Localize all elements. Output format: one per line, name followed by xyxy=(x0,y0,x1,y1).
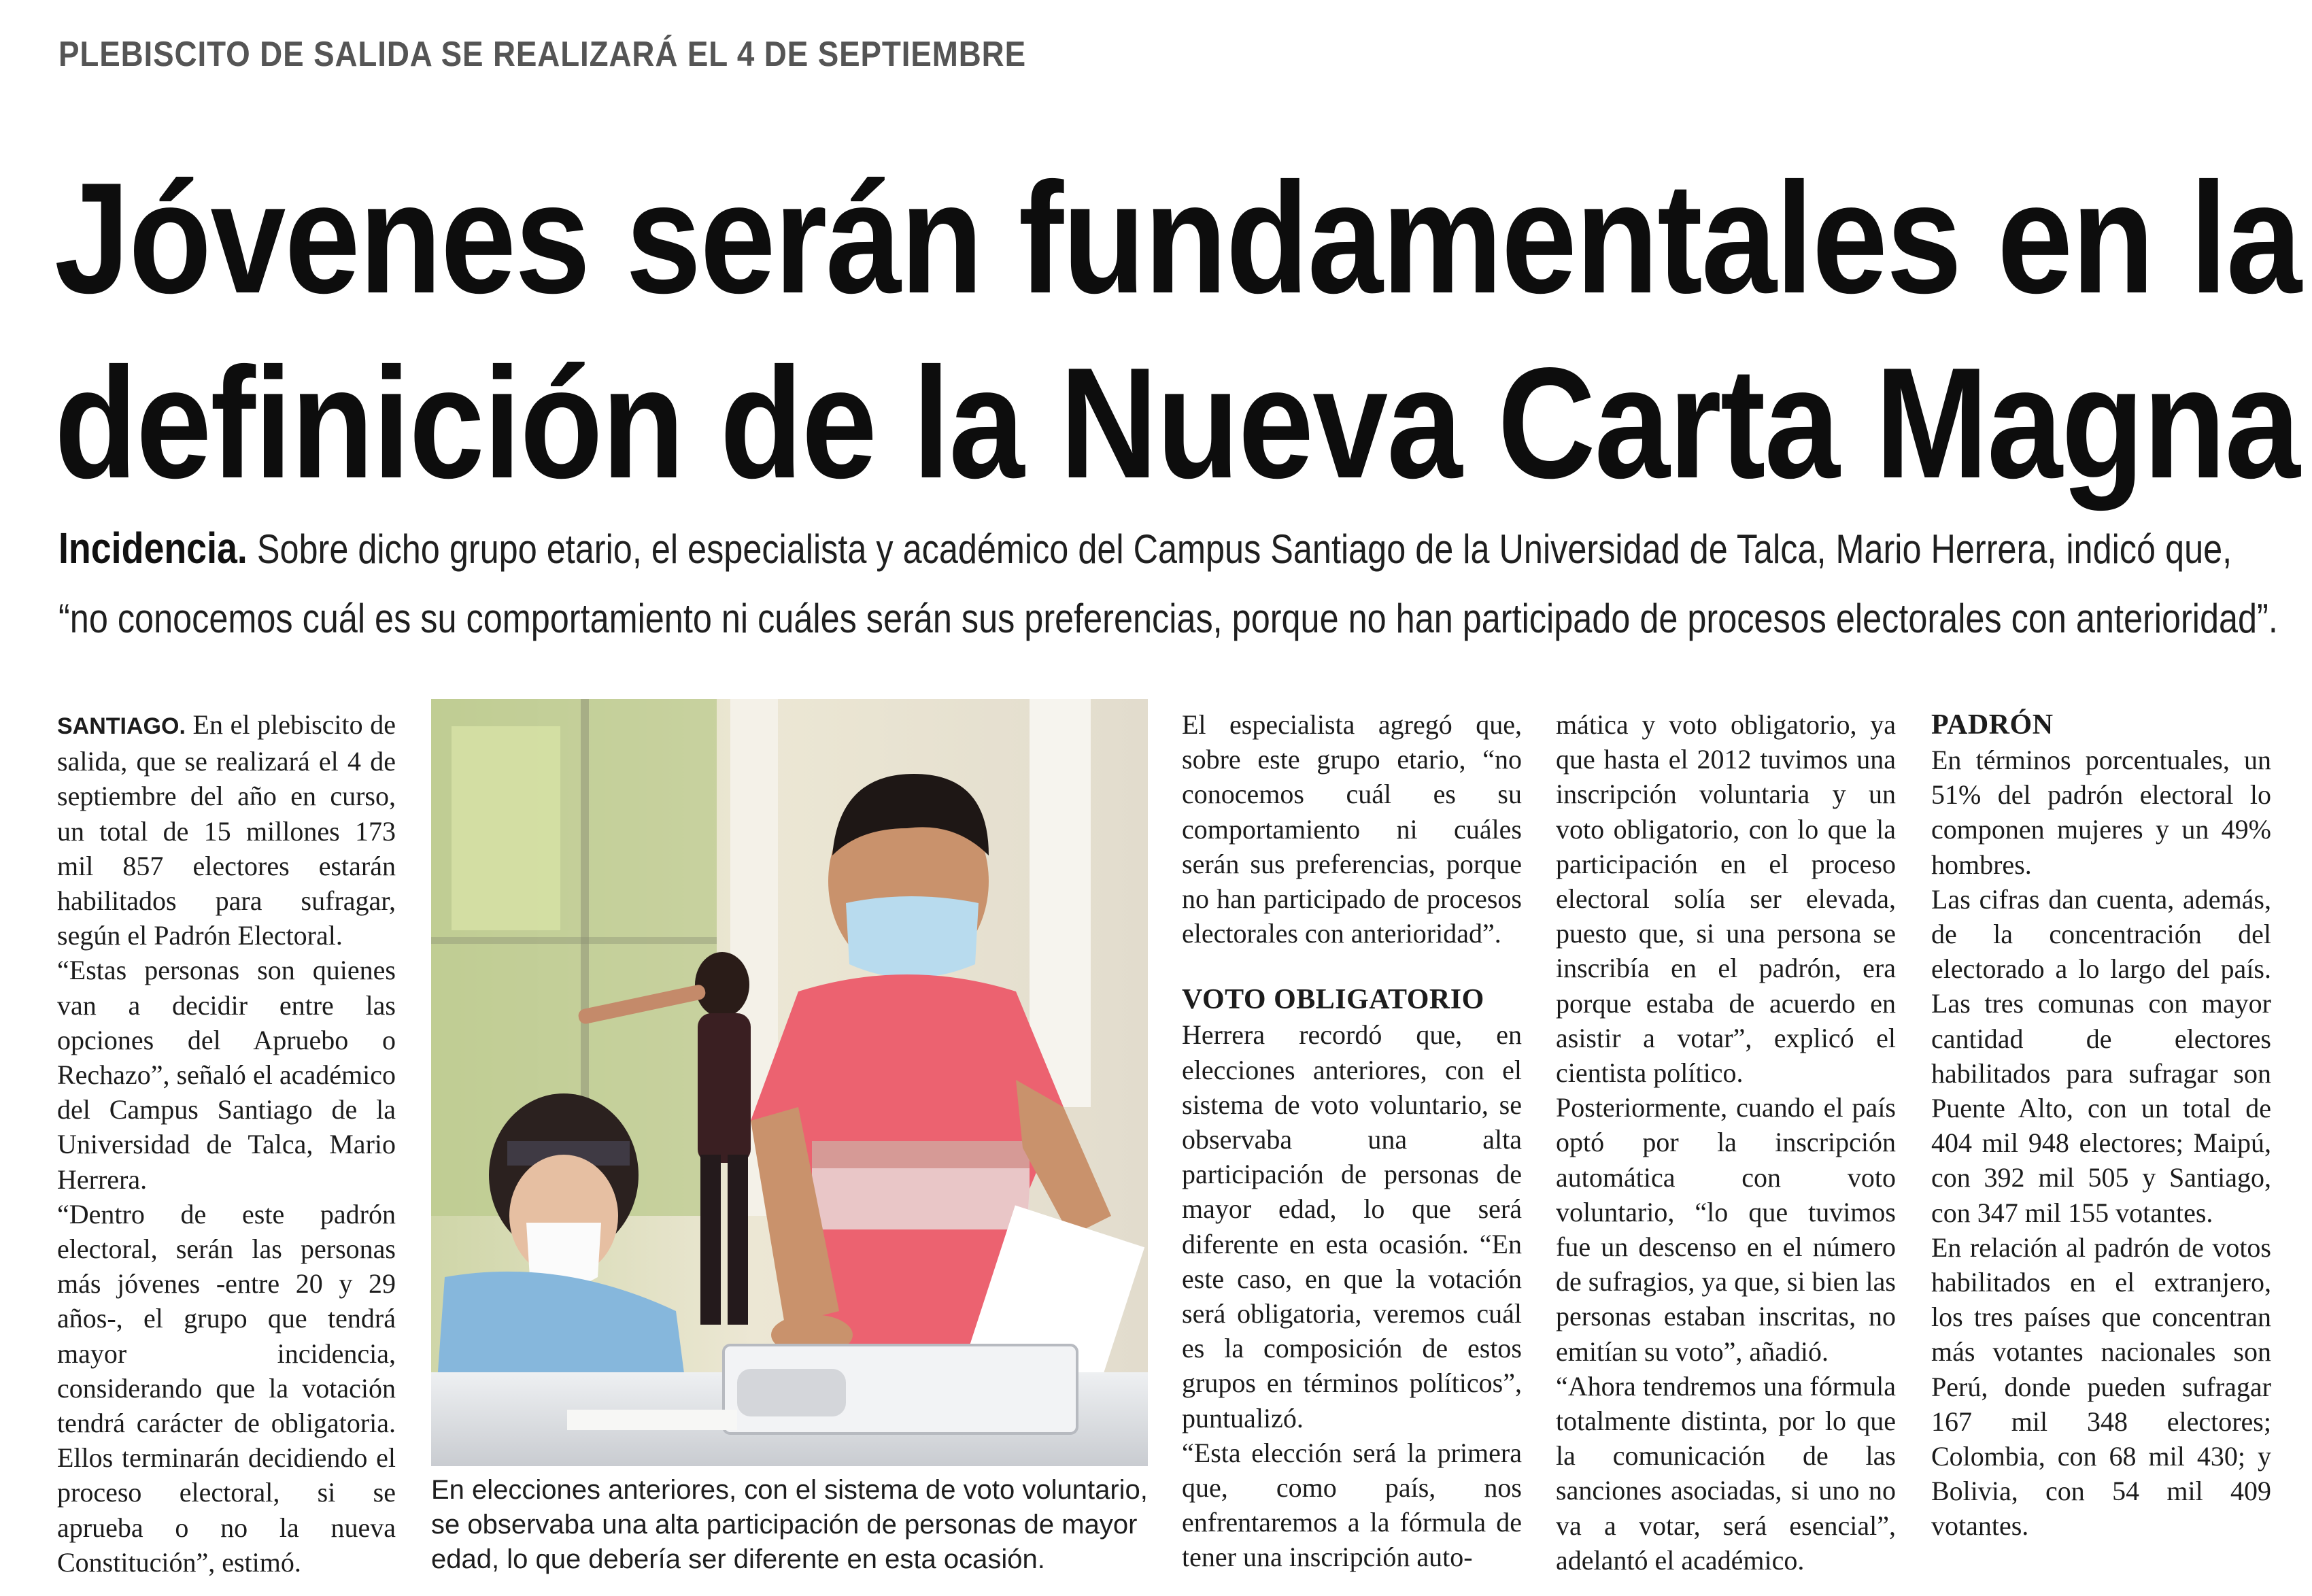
paragraph: “Esta elección será la primera que, como país, nos enfrentaremos a la fórmula de tener una inscripción auto- xyxy=(1182,1437,1522,1573)
deck xyxy=(58,513,2278,653)
paragraph xyxy=(57,707,396,953)
section-gap xyxy=(1182,951,1522,982)
headline-line-2: definición de la Nueva Carta Magna xyxy=(54,335,2299,511)
caption-line-3: edad, lo que debería ser diferente en esta ocasión. xyxy=(431,1544,1045,1574)
kicker: PLEBISCITO DE SALIDA SE REALIZARÁ EL 4 DE SEPTIEMBRE xyxy=(58,35,1026,74)
paragraph: “Ahora tendremos una fórmula totalmente distinta, por lo que la comunicación de las sanciones asociadas, si uno no va a votar, será esencial”, adelantó el académico. xyxy=(1556,1370,1896,1576)
paragraph: Las cifras dan cuenta, además, de la concentración del electorado a lo largo del país. Las tres comunas con mayor cantidad de electores habilitados para sufragar son Puente Alto, con un total de 404 mil 948 electores; Maipú, con 392 mil 505 y Santiago, con 347 mil 155 votantes. xyxy=(1931,883,2271,1228)
paragraph: “Estas personas son quienes van a decidir entre las opciones del Apruebo o Rechazo”, señaló el académico del Campus Santiago de la Universidad de Talca, Mario Herrera. xyxy=(57,955,396,1195)
article-column-5 xyxy=(1931,707,2271,1544)
deck-line-1-text: Sobre dicho grupo etario, el especialista y académico del Campus Santiago de la Universidad de Talca, Mario Herrera, indicó que, xyxy=(247,526,2232,572)
paragraph: Posteriormente, cuando el país optó por la inscripción automática con voto voluntario, “lo que tuvimos fue un descenso en el número de sufragios, ya que, si bien las personas estaban inscritas, no emitían su voto”, añadió. xyxy=(1556,1092,1896,1367)
article-column-1 xyxy=(57,707,396,1580)
paragraph: Herrera recordó que, en elecciones anteriores, con el sistema de voto voluntario, se observaba una alta participación de personas de mayor edad, lo que será diferente en esta ocasión. “En este caso, en que la votación será obligatoria, veremos cuál es la composición de estos grupos en términos políticos”, puntualizó. xyxy=(1182,1019,1522,1433)
voting-scene-illustration xyxy=(431,699,1148,1466)
paragraph: mática y voto obligatorio, ya que hasta el 2012 tuvimos una inscripción voluntaria y un voto obligatorio, con lo que la participación en el proceso electoral solía ser elevada, puesto que, si una persona se inscribía en el padrón, era porque estaba de acuerdo en asistir a votar”, explicó el cientista político. xyxy=(1556,709,1896,1089)
article-photo xyxy=(431,699,1148,1466)
article-column-4 xyxy=(1556,707,1896,1578)
headline-line-1: Jóvenes serán fundamentales en la xyxy=(54,150,2301,326)
paragraph-text: En el plebiscito de salida, que se realizará el 4 de septiembre del año en curso, un total de 15 millones 173 mil 857 electores estarán habilitados para sufragar, según el Padrón Electoral. xyxy=(57,709,396,951)
caption-line-1: En elecciones anteriores, con el sistema de voto voluntario, xyxy=(431,1475,1148,1505)
paragraph: En relación al padrón de votos habilitados en el extranjero, los tres países que concentran más votantes nacionales son Perú, donde pueden sufragar 167 mil 348 electores; Colombia, con 68 mil 430; y Bolivia, con 54 mil 409 votantes. xyxy=(1931,1232,2271,1542)
deck-line-1 xyxy=(58,513,2269,584)
deck-lead: Incidencia. xyxy=(58,524,248,573)
photo-caption xyxy=(431,1473,1166,1577)
caption-line-2: se observaba una alta participación de personas de mayor xyxy=(431,1510,1138,1540)
paragraph: El especialista agregó que, sobre este grupo etario, “no conocemos cuál es su comportamiento ni cuáles serán sus preferencias, porque no han participado de procesos electorales con anterioridad”. xyxy=(1182,709,1522,949)
headline xyxy=(54,146,2301,516)
article-column-3 xyxy=(1182,707,1522,1575)
paragraph: En términos porcentuales, un 51% del padrón electoral lo componen mujeres y un 49% hombres. xyxy=(1931,745,2271,880)
section-heading: PADRÓN xyxy=(1931,709,2054,741)
dateline: SANTIAGO. xyxy=(57,713,186,739)
paragraph: “Dentro de este padrón electoral, serán las personas más jóvenes -entre 20 y 29 años-, el grupo que tendrá mayor incidencia, considerando que la votación tendrá carácter de obligatoria. Ellos terminarán decidiendo el proceso electoral, si se aprueba o no la nueva Constitución”, estimó. xyxy=(57,1198,396,1578)
section-heading: VOTO OBLIGATORIO xyxy=(1182,984,1484,1016)
deck-line-2: “no conocemos cuál es su comportamiento ni cuáles serán sus preferencias, porque no han participado de procesos electorales con anterioridad”. xyxy=(58,596,2278,641)
